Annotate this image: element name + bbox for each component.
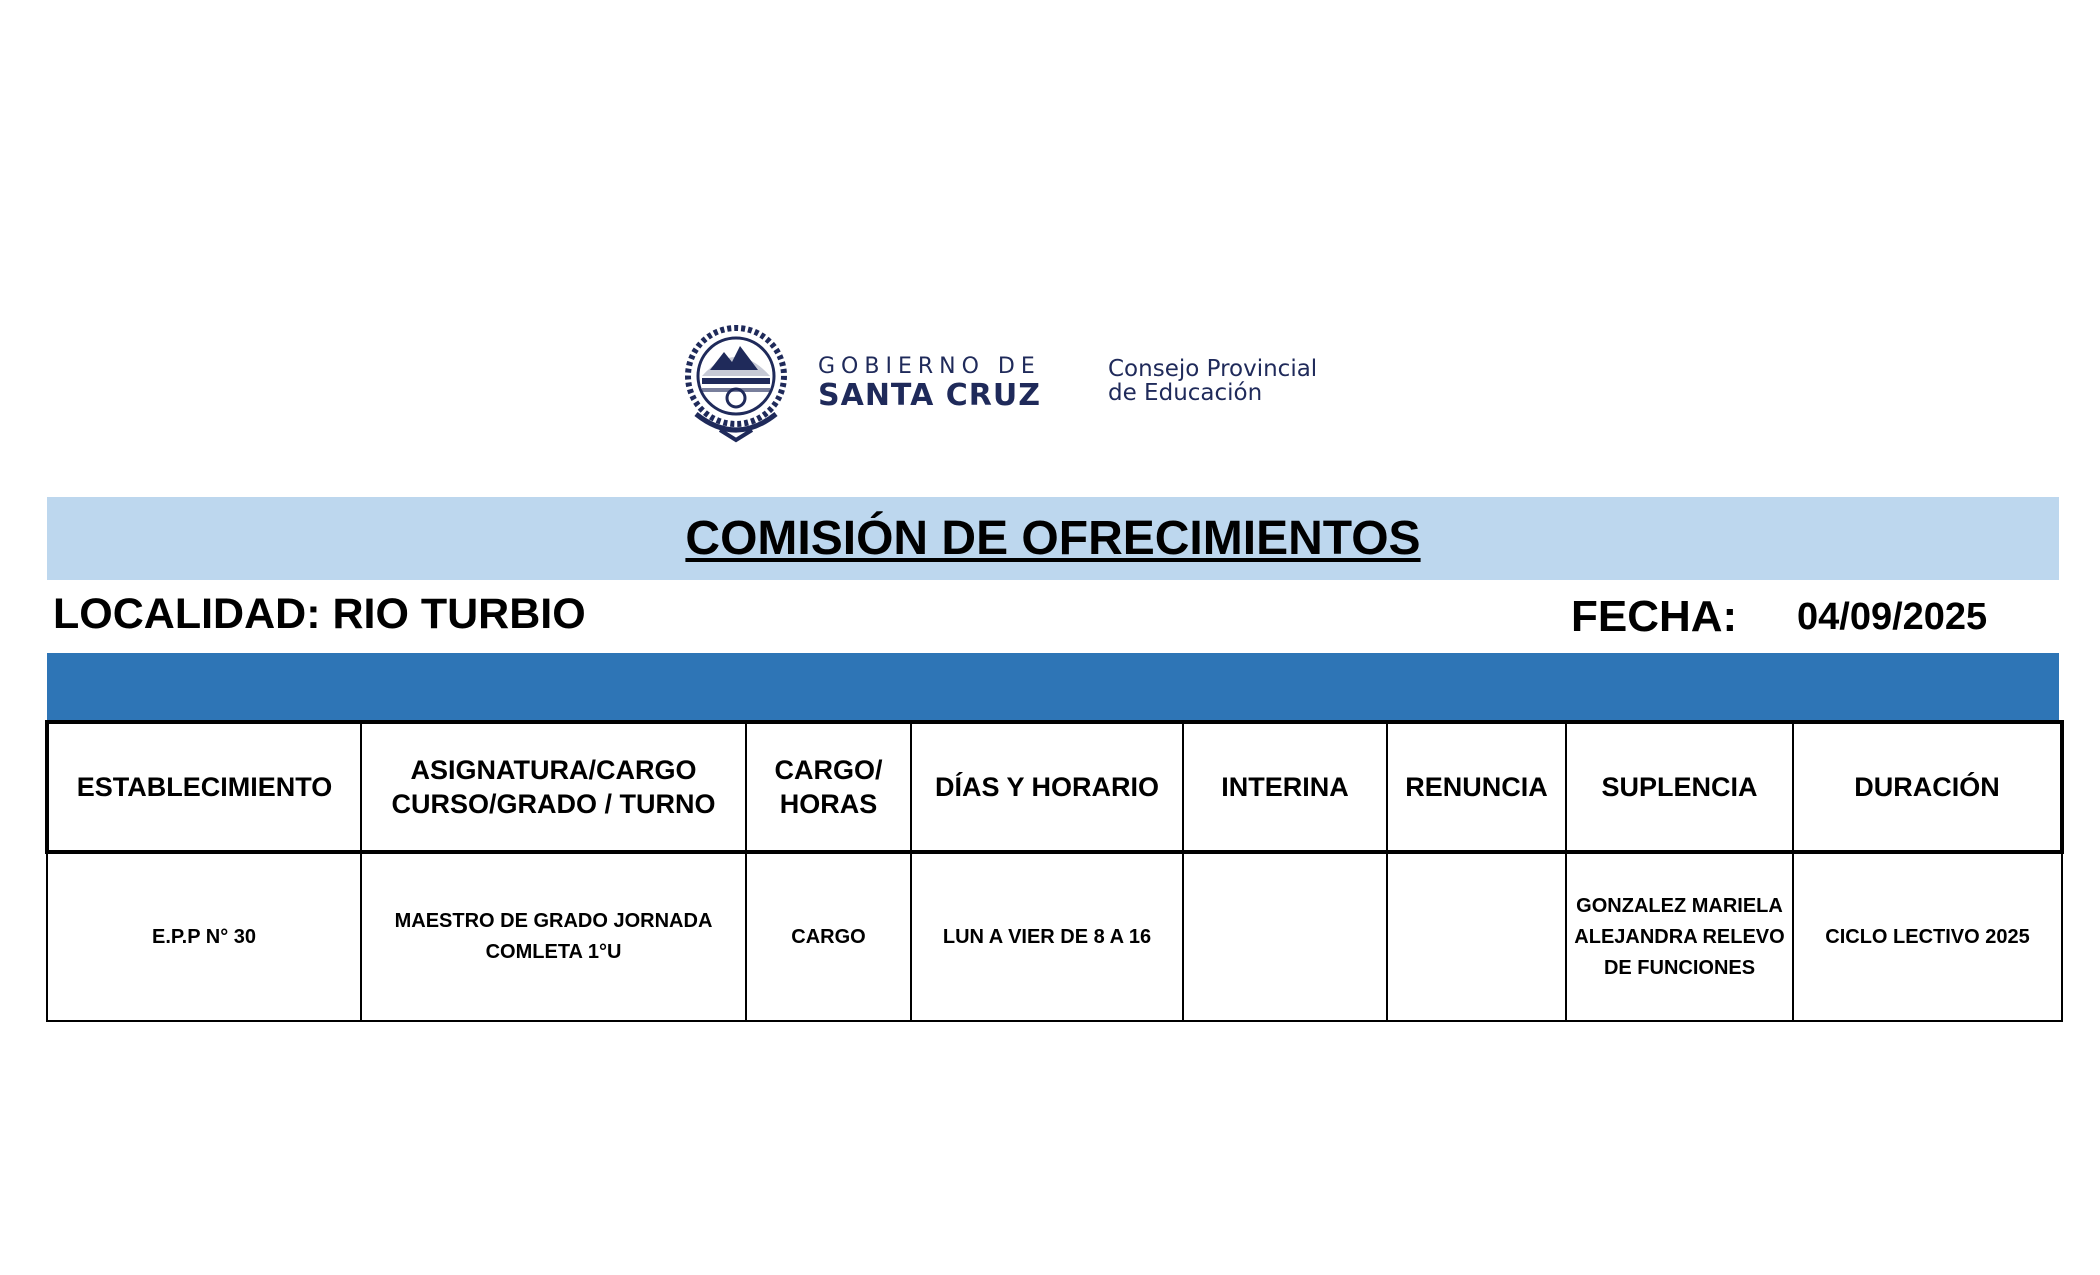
- col-header-duracion: DURACIÓN: [1793, 722, 2062, 852]
- cell-duracion: CICLO LECTIVO 2025: [1793, 852, 2062, 1021]
- gov-name-line1: GOBIERNO DE: [818, 354, 1041, 379]
- col-header-asignatura: ASIGNATURA/CARGO CURSO/GRADO / TURNO: [361, 722, 746, 852]
- col-header-interina: INTERINA: [1183, 722, 1387, 852]
- cell-dias-horario: LUN A VIER DE 8 A 16: [911, 852, 1183, 1021]
- table-header-row: [47, 722, 2062, 852]
- cell-cargo: CARGO: [746, 852, 911, 1021]
- col-header-dias-horario: DÍAS Y HORARIO: [911, 722, 1183, 852]
- col-header-suplencia: SUPLENCIA: [1566, 722, 1793, 852]
- cell-interina: [1183, 852, 1387, 1021]
- cell-asignatura: MAESTRO DE GRADO JORNADA COMLETA 1°U: [361, 852, 746, 1021]
- title-band: [47, 497, 2059, 580]
- cell-suplencia: GONZALEZ MARIELA ALEJANDRA RELEVO DE FUNCIONES: [1566, 852, 1793, 1021]
- fecha-label: FECHA:: [1571, 592, 1738, 641]
- blue-separator-band: [47, 653, 2059, 720]
- gov-name-line2: SANTA CRUZ: [818, 378, 1041, 413]
- provincial-seal-icon: [680, 318, 792, 443]
- col-header-cargo-horas: CARGO/ HORAS: [746, 722, 911, 852]
- col-header-renuncia: RENUNCIA: [1387, 722, 1566, 852]
- header-logo: [680, 318, 1360, 443]
- council-name-line2: de Educación: [1108, 380, 1263, 406]
- col-header-establecimiento: ESTABLECIMIENTO: [47, 722, 361, 852]
- offers-table: [45, 720, 2064, 1022]
- table-row: [47, 852, 2062, 1021]
- cell-renuncia: [1387, 852, 1566, 1021]
- page-title: COMISIÓN DE OFRECIMIENTOS: [685, 512, 1421, 565]
- localidad-label: LOCALIDAD: RIO TURBIO: [53, 590, 586, 638]
- fecha-value: 04/09/2025: [1797, 596, 1988, 638]
- cell-establecimiento: E.P.P N° 30: [47, 852, 361, 1021]
- council-name-line1: Consejo Provincial: [1108, 356, 1318, 382]
